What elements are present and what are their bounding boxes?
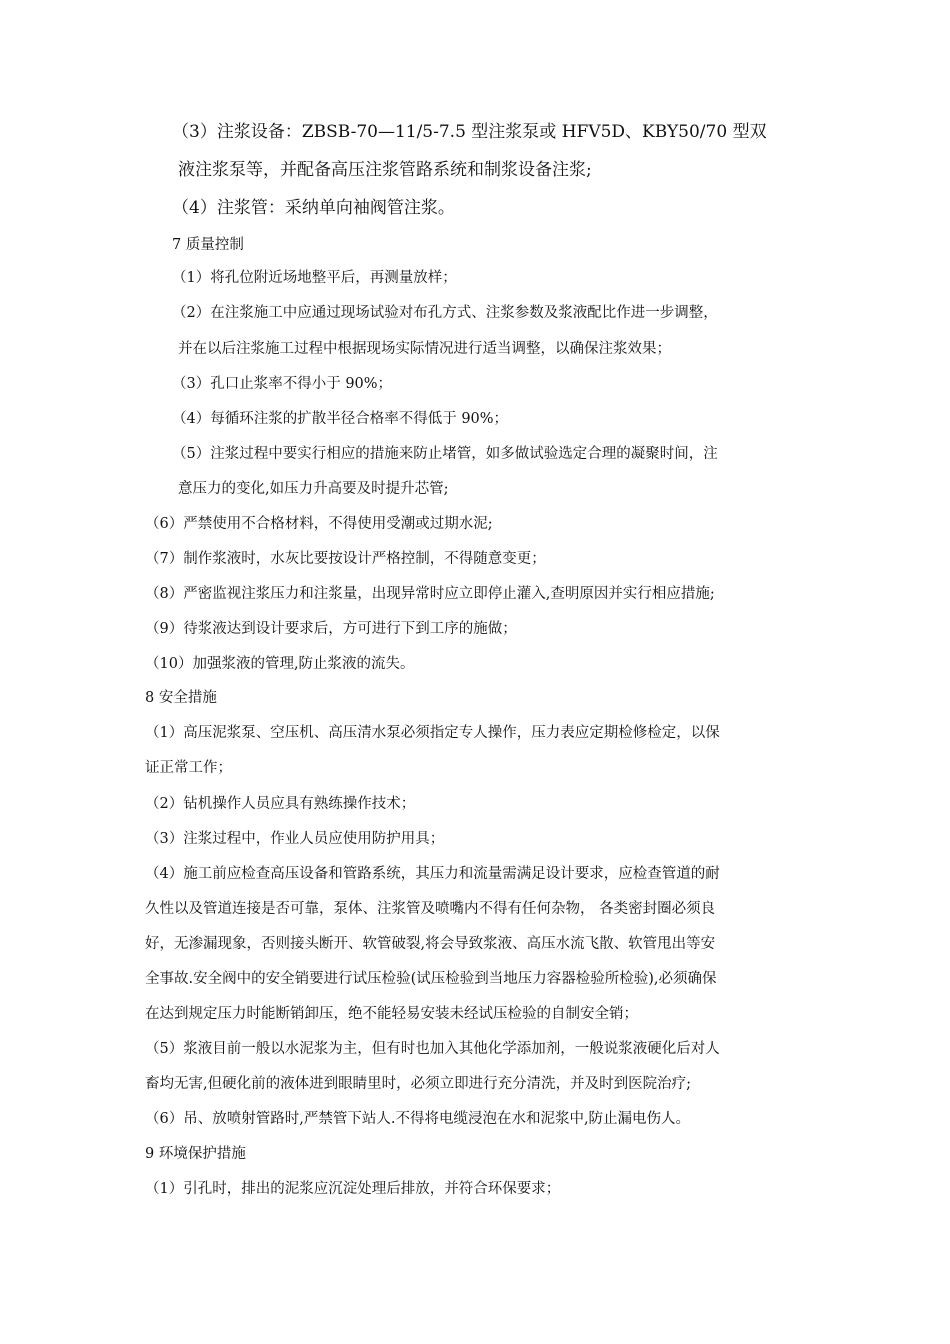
section-7-item-4: （4）每循环注浆的扩散半径合格率不得低于 90%；	[172, 411, 509, 427]
equipment-line-1: （3）注浆设备：ZBSB-70—11/5-7.5 型注浆泵或 HFV5D、KBY50/70 型双	[172, 122, 767, 142]
injection-pipe-line: （4）注浆管：采纳单向袖阀管注浆。	[172, 198, 455, 218]
section-8-item-3: （3）注浆过程中，作业人员应使用防护用具；	[145, 831, 445, 847]
section-7-item-10: （10）加强浆液的管理,防止浆液的流失。	[145, 656, 415, 672]
section-7-heading: 7 质量控制	[172, 237, 244, 253]
section-8-item-5: （5）浆液目前一般以水泥浆为主，但有时也加入其他化学添加剂，一般说浆液硬化后对人	[145, 1041, 720, 1057]
section-7-item-2: （2）在注浆施工中应通过现场试验对布孔方式、注浆参数及浆液配比作进一步调整，	[172, 305, 718, 321]
section-8-item-1-cont: 证正常工作；	[145, 760, 232, 776]
section-8-item-4-cont-3: 全事故.安全阀中的安全销要进行试压检验(试压检验到当地压力容器检验所检验),必须确保	[145, 971, 717, 987]
section-8-heading: 8 安全措施	[145, 690, 217, 706]
section-8-item-4: （4）施工前应检查高压设备和管路系统，其压力和流量需满足设计要求，应检查管道的耐	[145, 866, 720, 882]
section-9-heading: 9 环境保护措施	[145, 1146, 246, 1162]
section-7-item-1: （1）将孔位附近场地整平后，再测量放样；	[172, 270, 457, 286]
section-7-item-5-cont: 意压力的变化,如压力升高要及时提升芯管;	[178, 481, 449, 497]
section-7-item-7: （7）制作浆液时，水灰比要按设计严格控制，不得随意变更；	[145, 551, 546, 567]
section-8-item-6: （6）吊、放喷射管路时,严禁管下站人.不得将电缆浸泡在水和泥浆中,防止漏电伤人。	[145, 1111, 691, 1127]
section-7-item-6: （6）严禁使用不合格材料，不得使用受潮或过期水泥;	[145, 516, 493, 532]
equipment-line-2: 液注浆泵等，并配备高压注浆管路系统和制浆设备注浆;	[178, 160, 592, 180]
section-8-item-1: （1）高压泥浆泵、空压机、高压清水泵必须指定专人操作，压力表应定期检修检定，以保	[145, 725, 720, 741]
section-7-item-3: （3）孔口止浆率不得小于 90%；	[172, 376, 393, 392]
section-9-item-1: （1）引孔时，排出的泥浆应沉淀处理后排放，并符合环保要求；	[145, 1181, 561, 1197]
section-7-item-2-cont: 并在以后注浆施工过程中根据现场实际情况进行适当调整，以确保注浆效果；	[178, 341, 671, 357]
section-7-item-8: （8）严密监视注浆压力和注浆量，出现异常时应立即停止灌入,查明原因并实行相应措施;	[145, 586, 715, 602]
section-8-item-4-cont-2: 好，无渗漏现象，否则接头断开、软管破裂,将会导致浆液、高压水流飞散、软管甩出等安	[145, 936, 716, 952]
section-8-item-5-cont: 畜均无害,但硬化前的液体进到眼睛里时，必须立即进行充分清洗，并及时到医院治疗;	[145, 1076, 691, 1092]
section-8-item-2: （2）钻机操作人员应具有熟练操作技术；	[145, 796, 416, 812]
section-8-item-4-cont-1: 久性以及管道连接是否可靠，泵体、注浆管及喷嘴内不得有任何杂物， 各类密封圈必须良	[145, 901, 716, 917]
section-7-item-5: （5）注浆过程中要实行相应的措施来防止堵管，如多做试验选定合理的凝聚时间，注	[172, 446, 718, 462]
section-8-item-4-cont-4: 在达到规定压力时能断销卸压，绝不能轻易安装未经试压检验的自制安全销；	[145, 1006, 638, 1022]
section-7-item-9: （9）待浆液达到设计要求后，方可进行下到工序的施做；	[145, 621, 517, 637]
